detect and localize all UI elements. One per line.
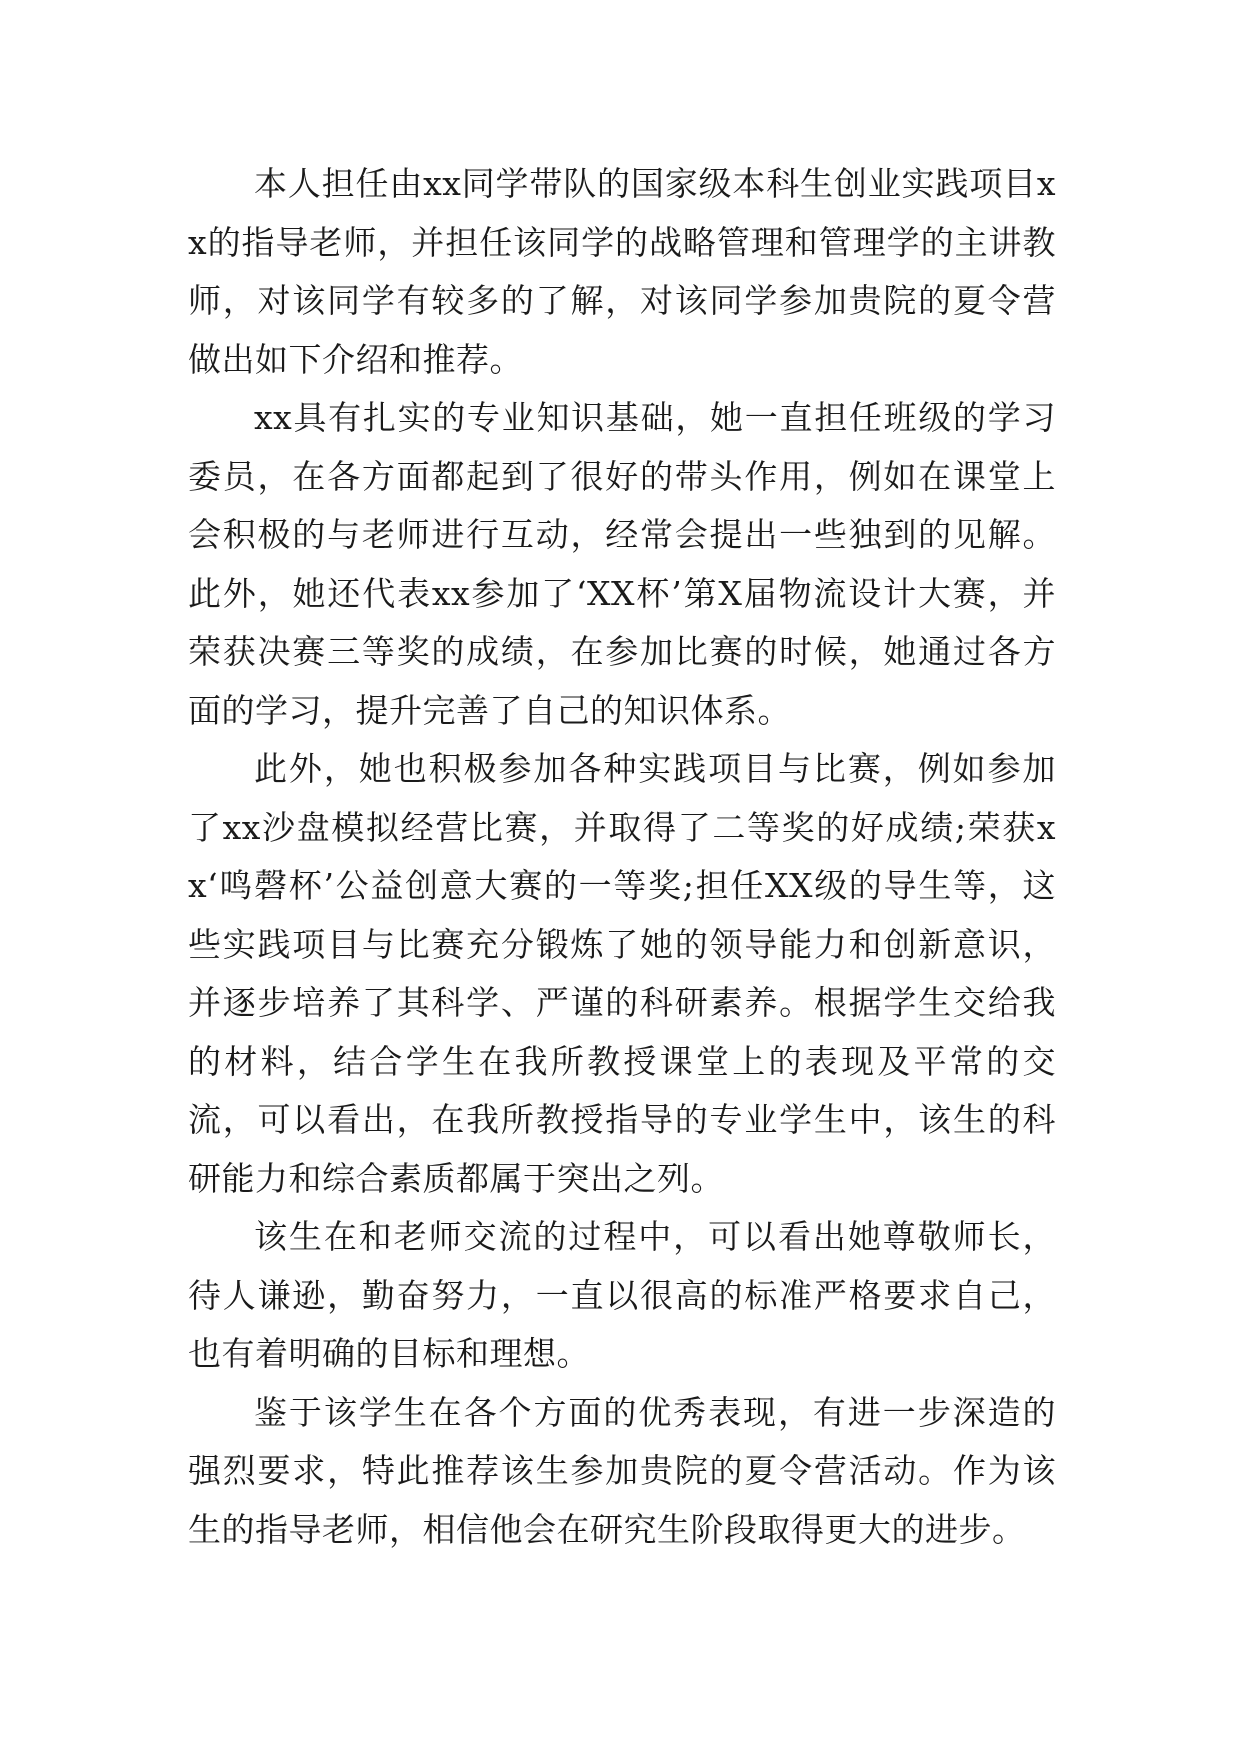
letter-body	[188, 155, 1056, 1559]
paragraph-academic-performance: xx具有扎实的专业知识基础，她一直担任班级的学习委员，在各方面都起到了很好的带头作用，例如在课堂上会积极的与老师进行互动，经常会提出一些独到的见解。此外，她还代表xx参加了‘XX杯’第X届物流设计大赛，并荣获决赛三等奖的成绩，在参加比赛的时候，她通过各方面的学习，提升完善了自己的知识体系。	[188, 398, 1056, 730]
paragraph-character: 该生在和老师交流的过程中，可以看出她尊敬师长，待人谦逊，勤奋努力，一直以很高的标准严格要求自己，也有着明确的目标和理想。	[188, 1217, 1056, 1373]
paragraph-recommendation: 鉴于该学生在各个方面的优秀表现，有进一步深造的强烈要求，特此推荐该生参加贵院的夏令营活动。作为该生的指导老师，相信他会在研究生阶段取得更大的进步。	[188, 1392, 1056, 1549]
paragraph-introduction: 本人担任由xx同学带队的国家级本科生创业实践项目xx的指导老师，并担任该同学的战略管理和管理学的主讲教师，对该同学有较多的了解，对该同学参加贵院的夏令营做出如下介绍和推荐。	[188, 164, 1056, 379]
paragraph-practice-projects: 此外，她也积极参加各种实践项目与比赛，例如参加了xx沙盘模拟经营比赛，并取得了二等奖的好成绩;荣获xx‘鸣磬杯’公益创意大赛的一等奖;担任XX级的导生等，这些实践项目与比赛充分锻炼了她的领导能力和创新意识，并逐步培养了其科学、严谨的科研素养。根据学生交给我的材料，结合学生在我所教授课堂上的表现及平常的交流，可以看出，在我所教授指导的专业学生中，该生的科研能力和综合素质都属于突出之列。	[188, 749, 1056, 1198]
